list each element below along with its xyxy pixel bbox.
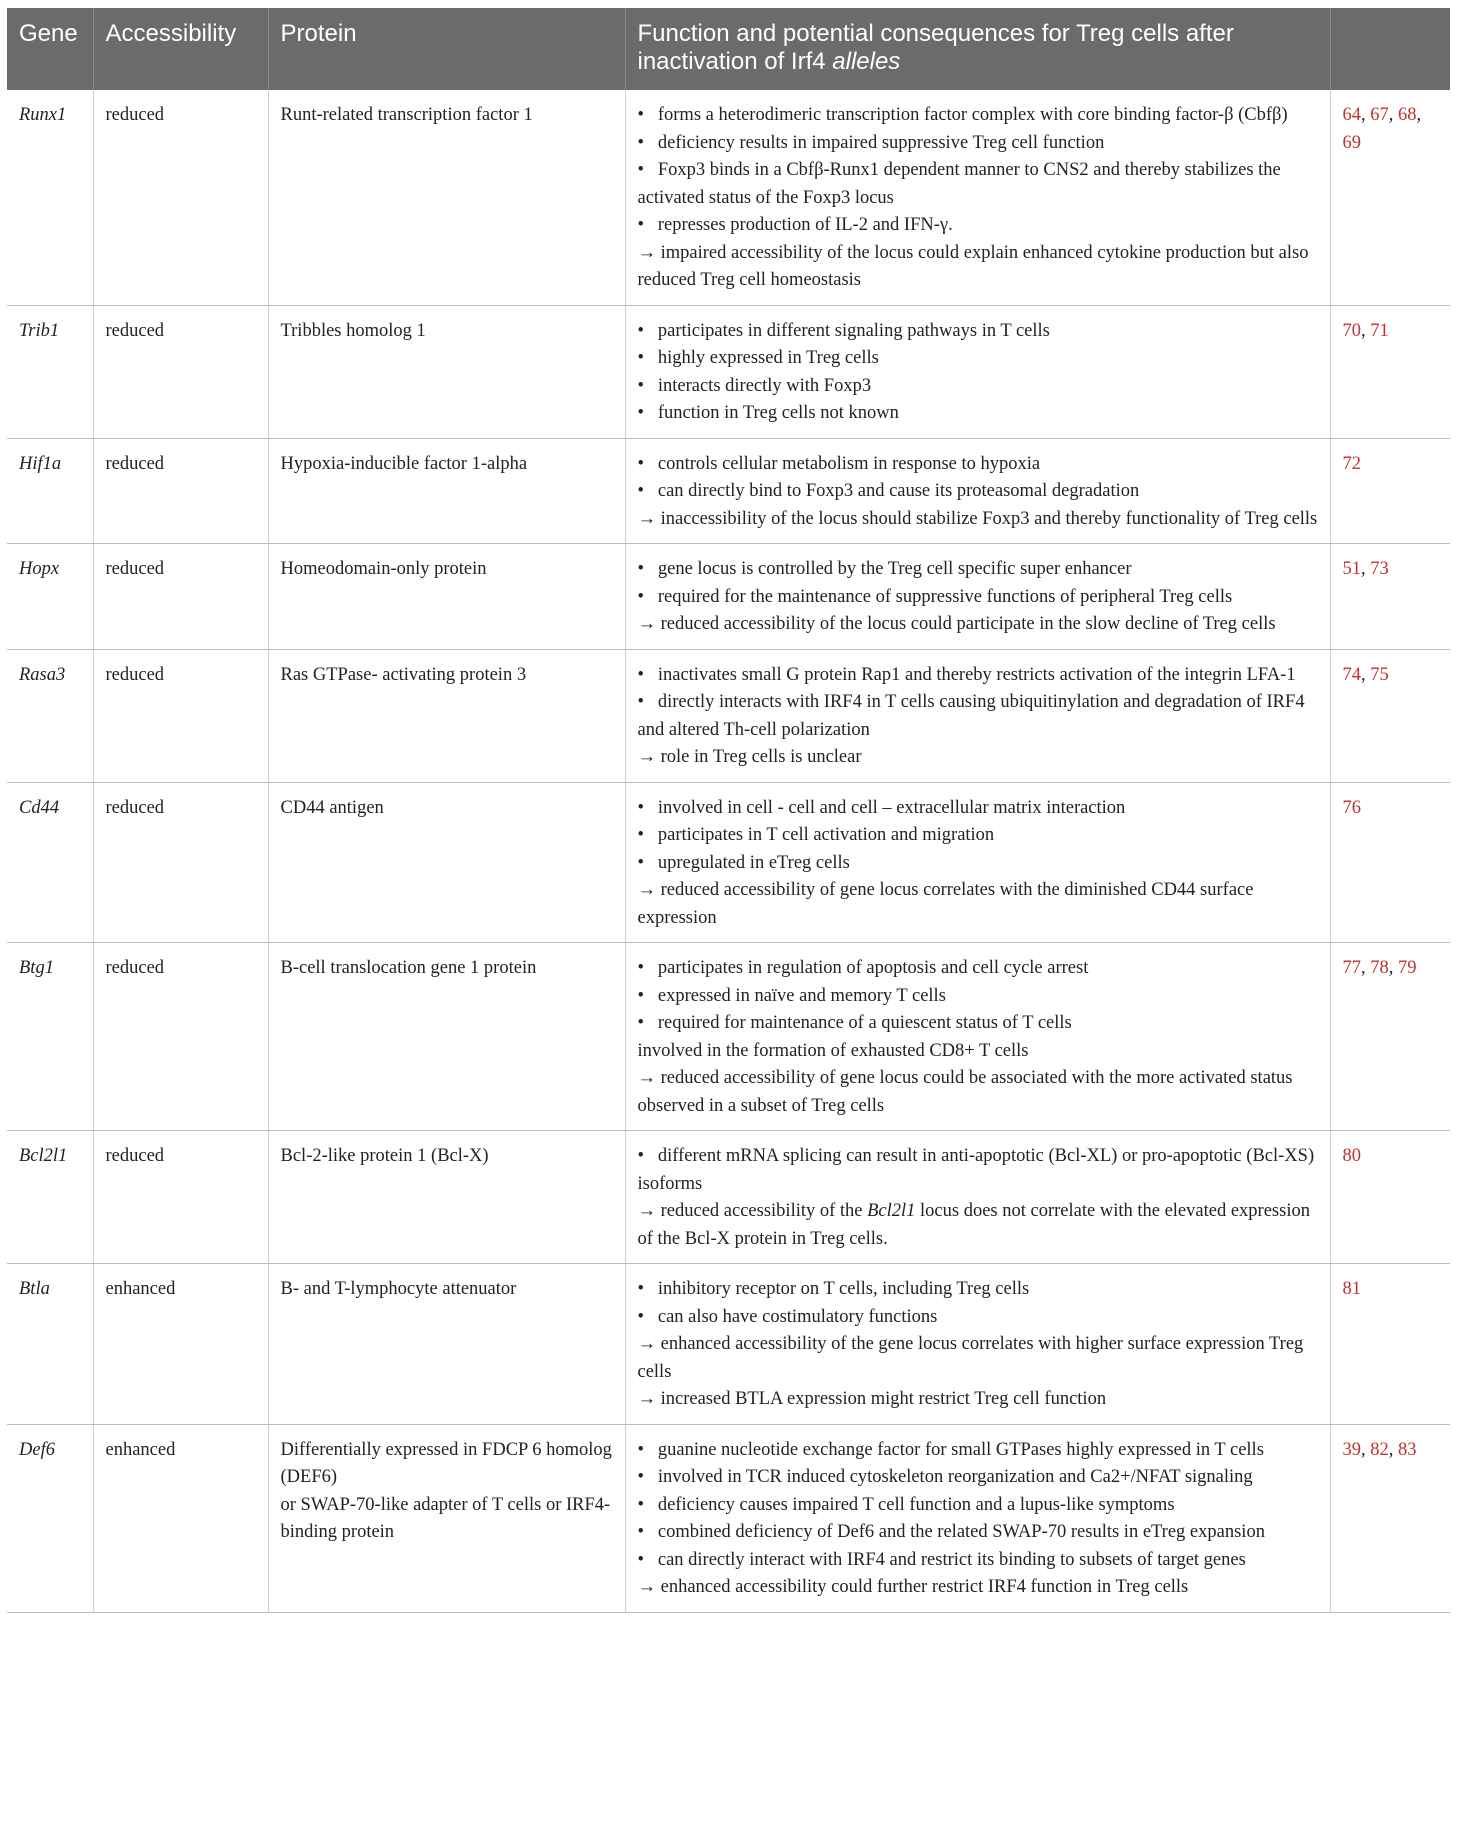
function-bullet [638,1437,1320,1465]
protein-line: Tribbles homolog 1 [280,320,426,341]
protein-cell [268,1424,625,1612]
refs-cell: 70, 71 [1330,305,1450,438]
header-function-text: Function and potential consequences for Treg cells after inactivation of Irf4 [637,20,1234,75]
function-bullet [638,102,1320,130]
function-bullet [638,478,1320,506]
function-bullet [638,212,1320,240]
reference-link[interactable]: 71 [1370,320,1389,341]
header-function [625,8,1330,90]
function-text: → reduced accessibility of the [637,1201,868,1221]
function-text: different mRNA splicing can result in anti-apoptotic (Bcl-XL) or pro-apoptotic (Bcl-XS) isoforms [637,1146,1315,1194]
function-note [638,611,1320,639]
function-text: interacts directly with Foxp3 [657,375,872,396]
table-row [7,1131,1450,1264]
accessibility-cell: reduced [93,438,268,544]
function-note [638,506,1320,534]
function-text: → impaired accessibility of the locus could explain enhanced cytokine production but also reduced Treg cell homeostasis [637,242,1309,290]
table-header [7,8,1450,90]
function-cell [625,305,1330,438]
function-note [638,1574,1320,1602]
function-text: represses production of IL-2 and IFN-γ. [657,215,953,235]
function-bullet [638,345,1320,373]
header-gene: Gene [7,8,93,90]
gene-accessibility-table [7,8,1450,1613]
accessibility-cell: reduced [93,782,268,943]
protein-cell [268,649,625,782]
accessibility-cell: enhanced [93,1264,268,1425]
protein-cell [268,90,625,305]
function-bullet [638,400,1320,428]
function-text: controls cellular metabolism in response to hypoxia [657,453,1041,474]
function-text: → reduced accessibility of gene locus could be associated with the more activated status observed in a subset of Treg cells [637,1068,1293,1116]
protein-line: Homeodomain-only protein [280,559,487,579]
function-text: → enhanced accessibility of the gene locus correlates with higher surface expression Treg cells [637,1334,1304,1382]
reference-link[interactable]: 80 [1342,1146,1361,1166]
function-text: involved in the formation of exhausted CD8+ T cells [637,1040,1029,1061]
function-text: locus does not correlate with the elevated expression of the Bcl-X protein in Treg cells. [637,1201,1310,1249]
function-cell [625,1424,1330,1612]
function-text: can also have costimulatory functions [657,1306,938,1327]
refs-cell: 64, 67, 68, 69 [1330,90,1450,305]
protein-line: B- and T-lymphocyte attenuator [280,1279,517,1299]
function-note [638,744,1320,772]
reference-link[interactable]: 82 [1370,1439,1389,1460]
refs-cell: 39, 82, 83 [1330,1424,1450,1612]
table-row [7,438,1450,544]
reference-link[interactable]: 64 [1342,105,1361,125]
table-row [7,544,1450,650]
table-body [7,90,1450,1612]
function-text: involved in TCR induced cytoskeleton reorganization and Ca2+/NFAT signaling [657,1467,1253,1487]
accessibility-cell: reduced [93,1131,268,1264]
header-row [7,8,1450,90]
header-accessibility: Accessibility [93,8,268,90]
protein-line: Hypoxia-inducible factor 1-alpha [280,453,528,474]
function-text: can directly interact with IRF4 and restrict its binding to subsets of target genes [657,1549,1246,1570]
function-text: directly interacts with IRF4 in T cells causing ubiquitinylation and degradation of IRF4 and altered Th-cell polarization [637,692,1305,740]
function-text: can directly bind to Foxp3 and cause its proteasomal degradation [657,481,1140,501]
protein-cell [268,305,625,438]
gene-cell: Runx1 [7,90,93,305]
reference-link[interactable]: 77 [1342,958,1361,978]
function-bullet [638,584,1320,612]
function-bullet [638,1143,1320,1198]
gene-cell: Bcl2l1 [7,1131,93,1264]
accessibility-cell: reduced [93,305,268,438]
function-bullet [638,1276,1320,1304]
function-cell [625,1264,1330,1425]
function-text: inactivates small G protein Rap1 and thereby restricts activation of the integrin LFA-1 [657,664,1296,685]
protein-cell [268,782,625,943]
function-text: gene locus is controlled by the Treg cell specific super enhancer [657,559,1132,579]
function-text: inhibitory receptor on T cells, including Treg cells [657,1279,1030,1299]
function-text: required for the maintenance of suppressive functions of peripheral Treg cells [657,586,1233,607]
gene-cell: Cd44 [7,782,93,943]
function-cell [625,649,1330,782]
protein-line: Ras GTPase- activating protein 3 [280,664,527,685]
table-row [7,782,1450,943]
refs-cell [1330,438,1450,544]
function-note [638,1038,1320,1066]
header-refs [1330,8,1450,90]
table-row [7,1424,1450,1612]
function-cell [625,90,1330,305]
gene-cell: Hif1a [7,438,93,544]
function-text: Foxp3 binds in a Cbfβ-Runx1 dependent manner to CNS2 and thereby stabilizes the activated status of the Foxp3 locus [637,160,1281,208]
reference-link[interactable]: 79 [1398,958,1417,978]
reference-link[interactable]: 83 [1398,1439,1417,1460]
function-text: highly expressed in Treg cells [657,348,879,368]
function-note [638,1331,1320,1386]
function-bullet [638,955,1320,983]
protein-line: Runt-related transcription factor 1 [280,105,533,125]
reference-link[interactable]: 51 [1342,559,1361,579]
gene-cell: Btla [7,1264,93,1425]
reference-link[interactable]: 39 [1342,1439,1361,1460]
function-text: combined deficiency of Def6 and the related SWAP-70 results in eTreg expansion [657,1522,1265,1542]
function-bullet [638,1492,1320,1520]
reference-link[interactable]: 76 [1342,797,1361,818]
function-text: → inaccessibility of the locus should stabilize Foxp3 and thereby functionality of Treg cells [637,508,1318,529]
function-note [638,1065,1320,1120]
table-row [7,305,1450,438]
function-note [638,240,1320,295]
table-row [7,649,1450,782]
function-bullet [638,1547,1320,1575]
function-text: required for maintenance of a quiescent status of T cells [657,1013,1072,1033]
function-text: guanine nucleotide exchange factor for small GTPases highly expressed in T cells [657,1439,1264,1460]
protein-cell [268,438,625,544]
reference-link[interactable]: 74 [1342,664,1361,685]
function-bullet [638,983,1320,1011]
function-bullet [638,451,1320,479]
header-function-italic: alleles [832,48,901,75]
gene-cell: Btg1 [7,943,93,1131]
reference-link[interactable]: 75 [1370,664,1389,685]
reference-link[interactable]: 81 [1342,1279,1361,1299]
gene-cell: Rasa3 [7,649,93,782]
function-bullet [638,1464,1320,1492]
refs-cell: 51, 73 [1330,544,1450,650]
function-text: upregulated in eTreg cells [657,852,850,873]
accessibility-cell: reduced [93,544,268,650]
function-text: → reduced accessibility of the locus could participate in the slow decline of Treg cells [637,614,1276,634]
reference-link[interactable]: 69 [1342,132,1361,153]
function-cell [625,438,1330,544]
function-text: participates in T cell activation and migration [657,825,995,845]
function-bullet [638,556,1320,584]
reference-link[interactable]: 72 [1342,453,1361,474]
function-bullet [638,1519,1320,1547]
function-bullet [638,157,1320,212]
function-cell [625,782,1330,943]
function-text: involved in cell - cell and cell – extracellular matrix interaction [657,797,1126,818]
gene-cell: Trib1 [7,305,93,438]
accessibility-cell: reduced [93,649,268,782]
function-text: → increased BTLA expression might restrict Treg cell function [637,1389,1107,1409]
protein-line: or SWAP-70-like adapter of T cells or IRF4-binding protein [280,1494,611,1542]
function-text: forms a heterodimeric transcription factor complex with core binding factor-β (Cbfβ) [657,105,1288,125]
protein-line: Differentially expressed in FDCP 6 homolog (DEF6) [280,1439,612,1487]
function-bullet [638,1010,1320,1038]
reference-link[interactable]: 70 [1342,320,1361,341]
gene-cell: Hopx [7,544,93,650]
function-italic-gene: Bcl2l1 [867,1201,916,1221]
function-text: participates in regulation of apoptosis and cell cycle arrest [657,958,1089,978]
function-text: participates in different signaling pathways in T cells [657,320,1050,341]
function-bullet [638,822,1320,850]
refs-cell: 77, 78, 79 [1330,943,1450,1131]
header-protein: Protein [268,8,625,90]
function-bullet [638,373,1320,401]
table-row [7,90,1450,305]
function-bullet [638,689,1320,744]
function-note [638,1198,1320,1253]
function-cell [625,1131,1330,1264]
protein-line: B-cell translocation gene 1 protein [280,958,537,978]
table-row [7,943,1450,1131]
refs-cell [1330,1264,1450,1425]
reference-link[interactable]: 68 [1398,105,1417,125]
function-cell [625,943,1330,1131]
function-text: deficiency results in impaired suppressive Treg cell function [657,132,1105,153]
function-bullet [638,318,1320,346]
function-note [638,877,1320,932]
accessibility-cell: enhanced [93,1424,268,1612]
accessibility-cell: reduced [93,943,268,1131]
function-text: expressed in naïve and memory T cells [657,985,946,1006]
protein-line: Bcl-2-like protein 1 (Bcl-X) [280,1146,489,1166]
reference-link[interactable]: 78 [1370,958,1389,978]
protein-line: CD44 antigen [280,797,384,818]
refs-cell [1330,782,1450,943]
accessibility-cell: reduced [93,90,268,305]
function-bullet [638,850,1320,878]
function-text: → reduced accessibility of gene locus correlates with the diminished CD44 surface expression [637,880,1254,928]
function-text: → enhanced accessibility could further restrict IRF4 function in Treg cells [637,1577,1189,1597]
function-note [638,1386,1320,1414]
function-bullet [638,795,1320,823]
function-cell [625,544,1330,650]
function-bullet [638,130,1320,158]
function-text: deficiency causes impaired T cell function and a lupus-like symptoms [657,1494,1175,1515]
function-text: → role in Treg cells is unclear [637,747,862,767]
protein-cell [268,544,625,650]
protein-cell [268,1264,625,1425]
protein-cell [268,943,625,1131]
refs-cell [1330,1131,1450,1264]
gene-cell: Def6 [7,1424,93,1612]
protein-cell [268,1131,625,1264]
reference-link[interactable]: 73 [1370,559,1389,579]
function-bullet [638,1304,1320,1332]
table-row [7,1264,1450,1425]
function-bullet [638,662,1320,690]
function-text: function in Treg cells not known [657,403,899,423]
refs-cell: 74, 75 [1330,649,1450,782]
reference-link[interactable]: 67 [1370,105,1389,125]
